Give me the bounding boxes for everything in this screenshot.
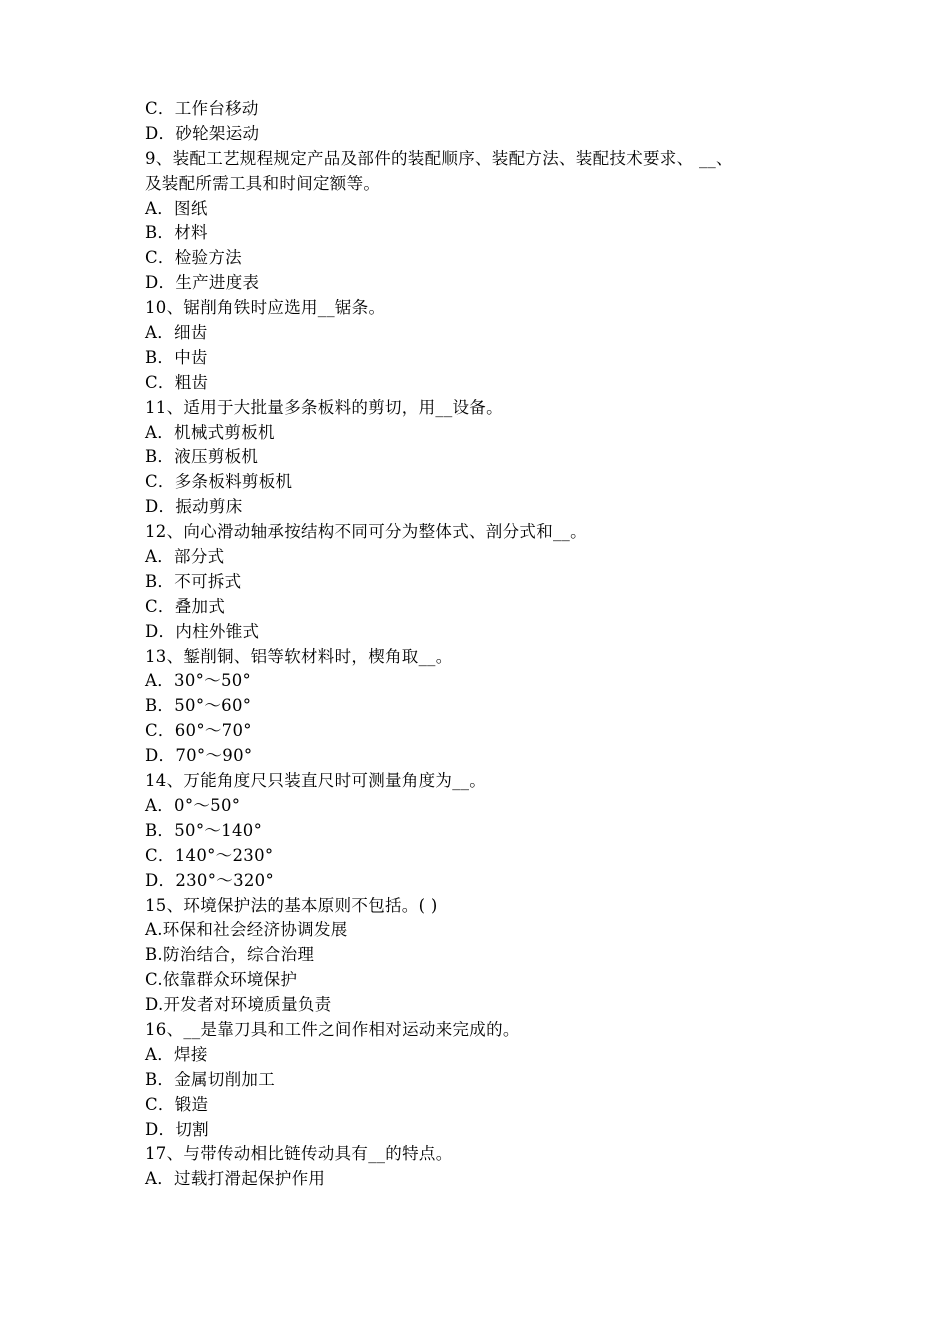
option-c-q11: C．多条板料剪板机: [145, 472, 293, 492]
document-body: [145, 97, 805, 1192]
option-b-q13: B．50°～60°: [145, 696, 252, 716]
option-b-q16: B．金属切削加工: [145, 1069, 276, 1089]
question-9: 9、装配工艺规程规定产品及部件的装配顺序、装配方法、装配技术要求、 __、: [145, 148, 733, 168]
option-a-q15: A.环保和社会经济协调发展: [145, 920, 348, 940]
option-d-q11: D．振动剪床: [145, 497, 243, 517]
option-c-q10: C．粗齿: [145, 372, 209, 392]
option-a-q14: A．0°～50°: [145, 795, 241, 815]
question-12: 12、向心滑动轴承按结构不同可分为整体式、剖分式和__。: [145, 522, 587, 542]
option-d-q14: D．230°～320°: [145, 870, 275, 890]
option-a-q12: A．部分式: [145, 547, 225, 567]
question-11: 11、适用于大批量多条板料的剪切，用__设备。: [145, 397, 503, 417]
question-13: 13、錾削铜、铝等软材料时，楔角取__。: [145, 646, 453, 666]
option-d-q16: D．切割: [145, 1119, 209, 1139]
option-d-q12: D．内柱外锥式: [145, 621, 260, 641]
option-a-q10: A．细齿: [145, 323, 208, 343]
question-15: 15、环境保护法的基本原则不包括。( ): [145, 895, 438, 915]
option-d-q15: D.开发者对环境质量负责: [145, 995, 332, 1015]
option-b-q11: B．液压剪板机: [145, 447, 259, 467]
option-b-q9: B．材料: [145, 223, 208, 243]
option-b-q15: B.防治结合，综合治理: [145, 945, 315, 965]
option-c-q9: C．检验方法: [145, 248, 242, 268]
option-c-q16: C．锻造: [145, 1094, 209, 1114]
option-c-q13: C．60°～70°: [145, 721, 252, 741]
option-a-q9: A．图纸: [145, 198, 208, 218]
option-d-q9: D．生产进度表: [145, 273, 260, 293]
question-14: 14、万能角度尺只装直尺时可测量角度为__。: [145, 771, 487, 791]
question-17: 17、与带传动相比链传动具有__的特点。: [145, 1144, 453, 1164]
option-d-q8: D．砂轮架运动: [145, 123, 260, 143]
option-d-q13: D．70°～90°: [145, 746, 253, 766]
question-10: 10、锯削角铁时应选用__锯条。: [145, 298, 386, 318]
option-a-q17: A．过载打滑起保护作用: [145, 1169, 326, 1189]
option-b-q10: B．中齿: [145, 347, 208, 367]
option-b-q12: B．不可拆式: [145, 571, 242, 591]
question-16: 16、__是靠刀具和工件之间作相对运动来完成的。: [145, 1019, 520, 1039]
question-9-continued: 及装配所需工具和时间定额等。: [145, 173, 381, 193]
option-c-q12: C．叠加式: [145, 596, 226, 616]
option-c-q15: C.依靠群众环境保护: [145, 970, 298, 990]
option-b-q14: B．50°～140°: [145, 820, 263, 840]
option-c-q14: C．140°～230°: [145, 845, 274, 865]
option-a-q13: A．30°～50°: [145, 671, 252, 691]
option-a-q16: A．焊接: [145, 1044, 208, 1064]
option-c-q8: C．工作台移动: [145, 99, 259, 118]
option-a-q11: A．机械式剪板机: [145, 422, 275, 442]
